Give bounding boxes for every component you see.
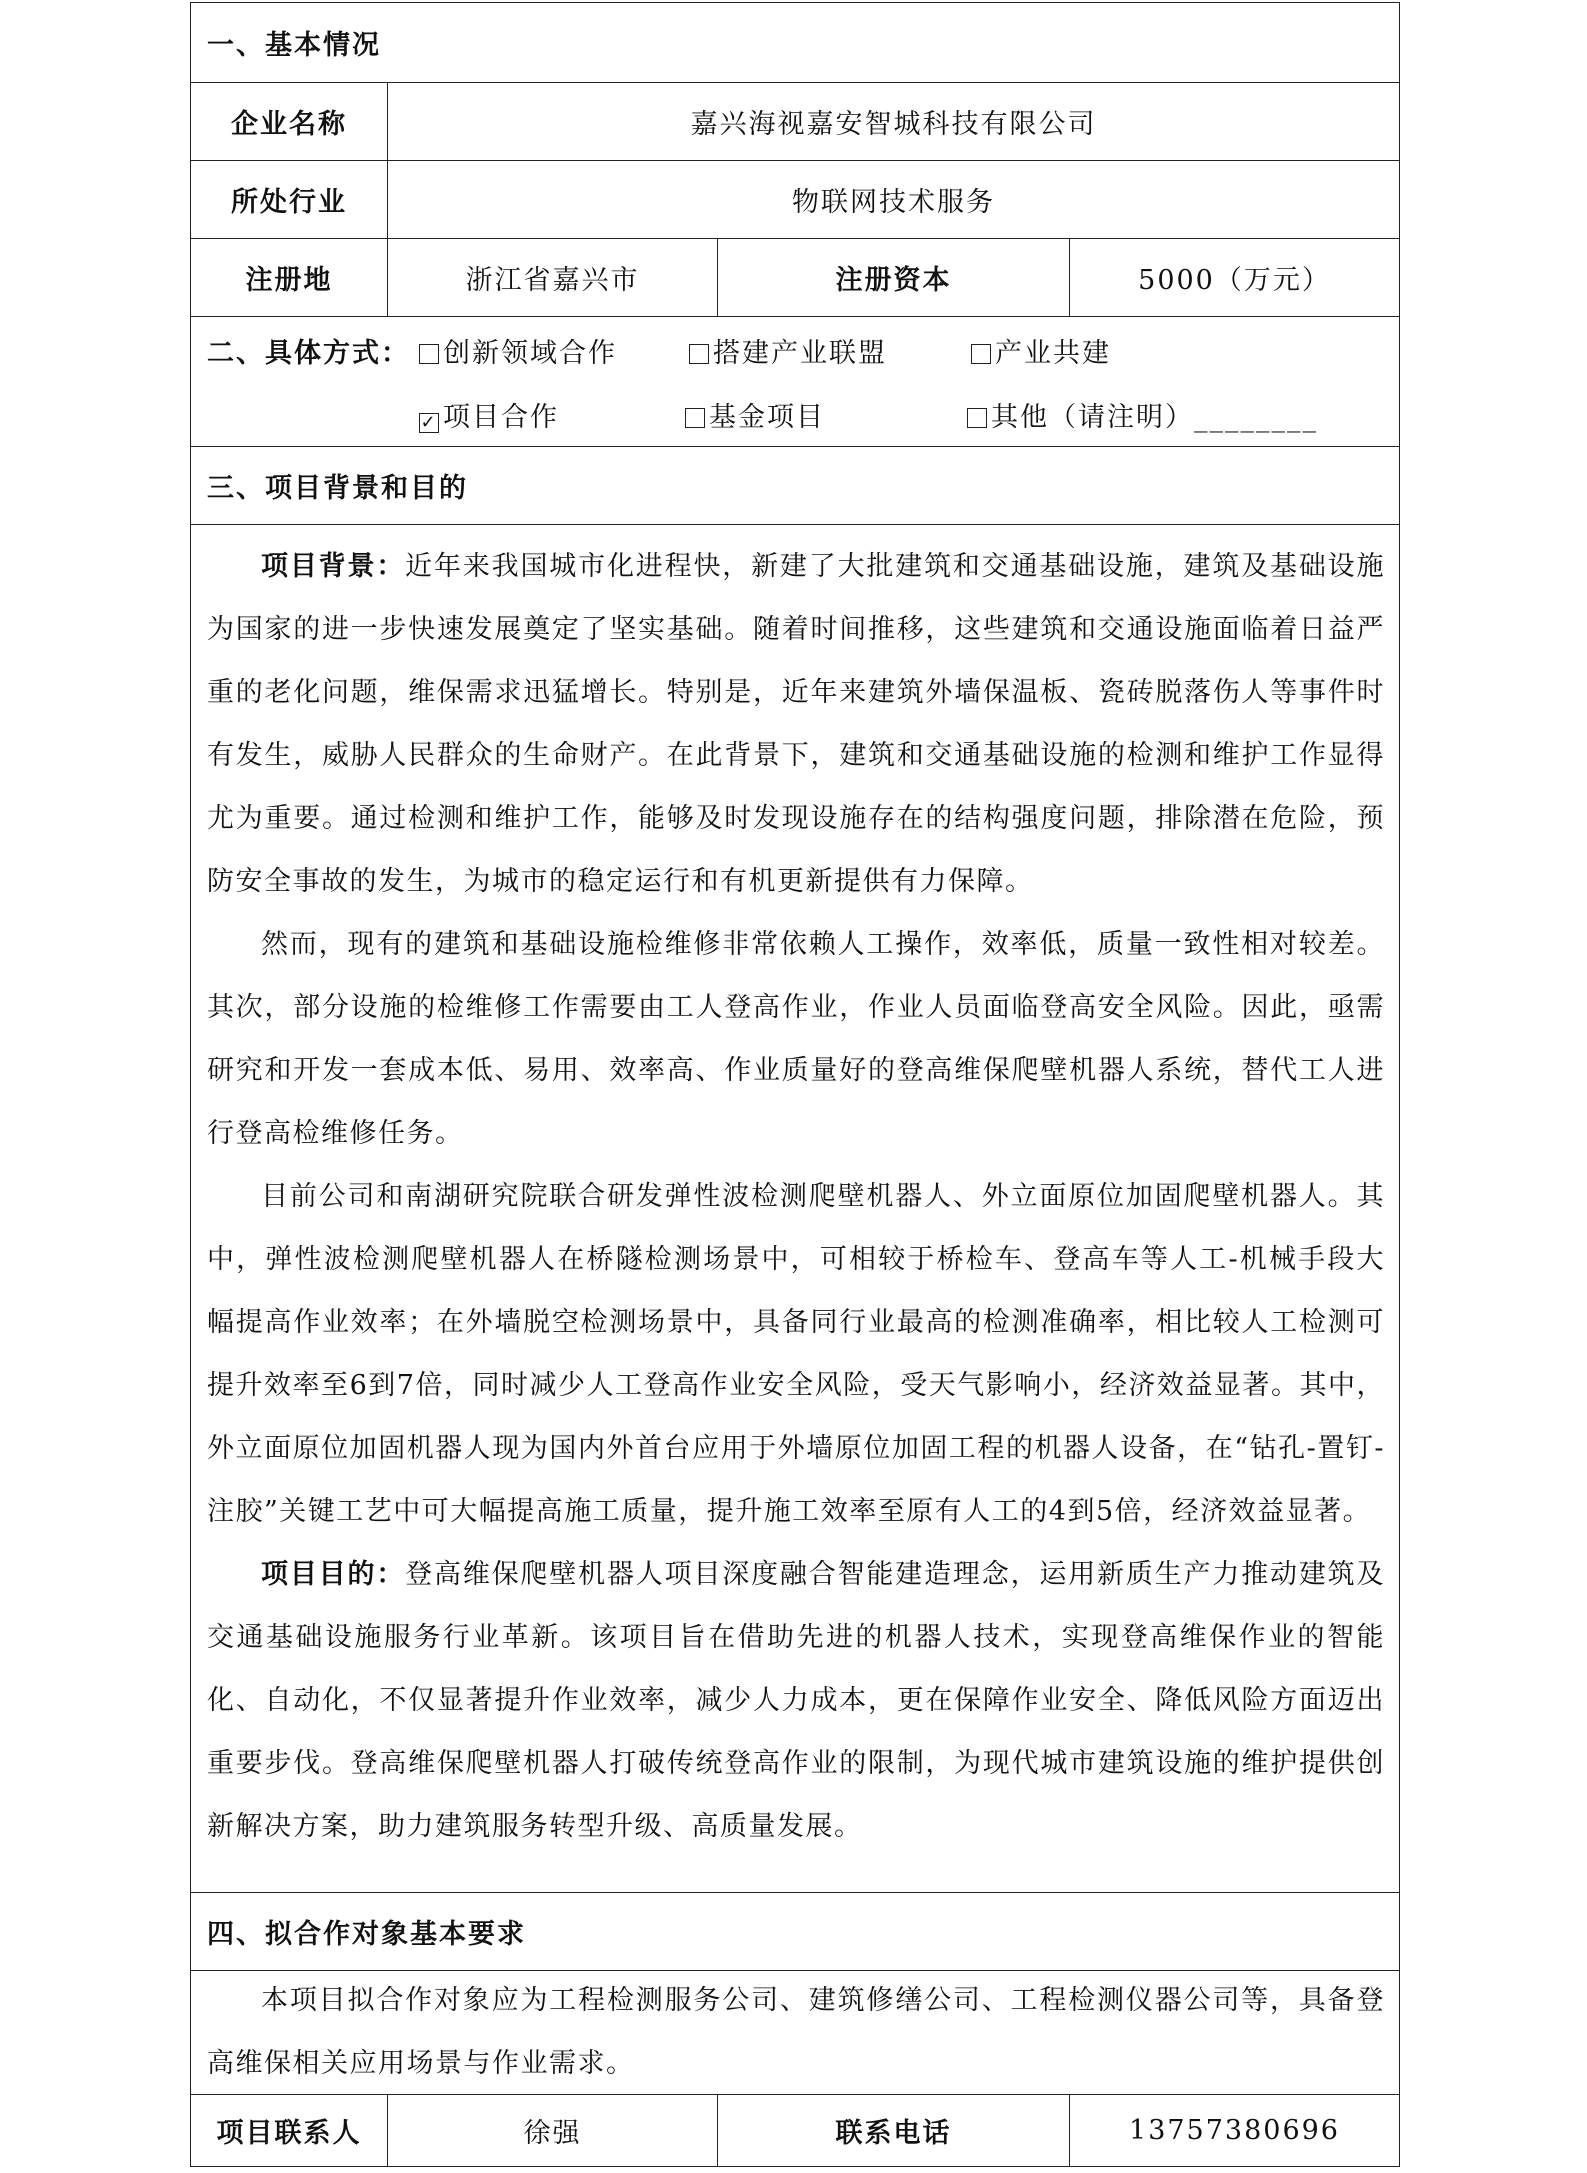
option-label: 项目合作 (443, 402, 559, 433)
paragraph-3: 目前公司和南湖研究院联合研发弹性波检测爬壁机器人、外立面原位加固爬壁机器人。其中，弹性波检测爬壁机器人在桥隧检测场景中，可相较于桥检车、登高车等人工-机械手段大幅提高作业效率；在外墙脱空检测场景中，具备同行业最高的检测准确率，相比较人工检测可提升效率至6到7倍，同时减少人工登高作业安全风险，受天气影响小，经济效益显著。其中，外立面原位加固机器人现为国内外首台应用于外墙原位加固工程的机器人设备，在“钻孔-置钉-注胶”关键工艺中可大幅提高施工质量，提升施工效率至原有人工的4到5倍，经济效益显著。 (207, 1181, 1385, 1527)
checkbox-icon[interactable] (971, 344, 991, 364)
checkbox-icon[interactable] (689, 344, 709, 364)
option-alliance[interactable] (689, 331, 887, 370)
option-label: 创新领域合作 (443, 338, 617, 369)
contact-row (191, 2095, 1399, 2166)
contact-phone-label: 联系电话 (717, 2095, 1069, 2166)
paragraph-2: 然而，现有的建筑和基础设施检维修非常依赖人工操作，效率低，质量一致性相对较差。其次，部分设施的检维修工作需要由工人登高作业，作业人员面临登高安全风险。因此，亟需研究和开发一套成本低、易用、效率高、作业质量好的登高维保爬壁机器人系统，替代工人进行登高检维修任务。 (207, 929, 1385, 1149)
option-label: 其他（请注明）________ (991, 402, 1318, 433)
reg-place-label: 注册地 (245, 265, 333, 296)
company-label: 企业名称 (231, 109, 347, 140)
purpose-paragraph (207, 1543, 1385, 1858)
section3-title: 三、项目背景和目的 (207, 473, 468, 504)
industry-row (191, 161, 1399, 239)
section3-header (191, 447, 1399, 525)
option-project[interactable] (419, 395, 559, 434)
section3-body (191, 525, 1399, 1893)
checkbox-icon[interactable] (419, 344, 439, 364)
checkbox-checked-icon[interactable]: ✓ (420, 412, 438, 433)
section4-title: 四、拟合作对象基本要求 (207, 1919, 526, 1950)
industry-value: 物联网技术服务 (387, 161, 1399, 238)
section2-title: 二、具体方式： (207, 338, 410, 369)
company-row (191, 83, 1399, 161)
purpose-text: 登高维保爬壁机器人项目深度融合智能建造理念，运用新质生产力推动建筑及交通基础设施服务行业革新。该项目旨在借助先进的机器人技术，实现登高维保作业的智能化、自动化，不仅显著提升作业效率，减少人力成本，更在保障作业安全、降低风险方面迈出重要步伐。登高维保爬壁机器人打破传统登高作业的限制，为现代城市建筑设施的维护提供创新解决方案，助力建筑服务转型升级、高质量发展。 (207, 1559, 1386, 1842)
company-value: 嘉兴海视嘉安智城科技有限公司 (387, 83, 1399, 160)
reg-capital-value: 5000（万元） (1069, 239, 1399, 316)
option-label: 搭建产业联盟 (713, 338, 887, 369)
contact-person-value: 徐强 (387, 2095, 717, 2166)
checkbox-icon[interactable] (967, 408, 987, 428)
background-text: 近年来我国城市化进程快，新建了大批建筑和交通基础设施，建筑及基础设施为国家的进一步快速发展奠定了坚实基础。随着时间推移，这些建筑和交通设施面临着日益严重的老化问题，维保需求迅猛增长。特别是，近年来建筑外墙保温板、瓷砖脱落伤人等事件时有发生，威胁人民群众的生命财产。在此背景下，建筑和交通基础设施的检测和维护工作显得尤为重要。通过检测和维护工作，能够及时发现设施存在的结构强度问题，排除潜在危险，预防安全事故的发生，为城市的稳定运行和有机更新提供有力保障。 (207, 551, 1386, 897)
option-fund[interactable] (685, 395, 825, 434)
option-innovation[interactable] (419, 331, 617, 370)
option-label: 产业共建 (995, 338, 1111, 369)
contact-person-label: 项目联系人 (216, 2118, 362, 2149)
option-coconstruction[interactable] (971, 331, 1111, 370)
section4-header (191, 1893, 1399, 1971)
purpose-label: 项目目的： (261, 1559, 406, 1590)
background-paragraph (207, 535, 1385, 913)
reg-capital-label: 注册资本 (717, 239, 1069, 316)
option-other[interactable] (967, 395, 1318, 434)
registration-row (191, 239, 1399, 317)
section4-text: 本项目拟合作对象应为工程检测服务公司、建筑修缮公司、工程检测仪器公司等，具备登高维保相关应用场景与作业需求。 (207, 1985, 1385, 2079)
section1-title: 一、基本情况 (207, 30, 381, 61)
contact-phone-value: 13757380696 (1069, 2095, 1399, 2166)
section4-body (191, 1971, 1399, 2095)
option-label: 基金项目 (709, 402, 825, 433)
section1-header (191, 3, 1399, 83)
section2-row (191, 317, 1399, 447)
cooperation-form (190, 2, 1400, 2167)
reg-place-value: 浙江省嘉兴市 (387, 239, 717, 316)
industry-label: 所处行业 (231, 187, 347, 218)
checkbox-icon[interactable] (685, 408, 705, 428)
background-label: 项目背景： (261, 551, 406, 582)
